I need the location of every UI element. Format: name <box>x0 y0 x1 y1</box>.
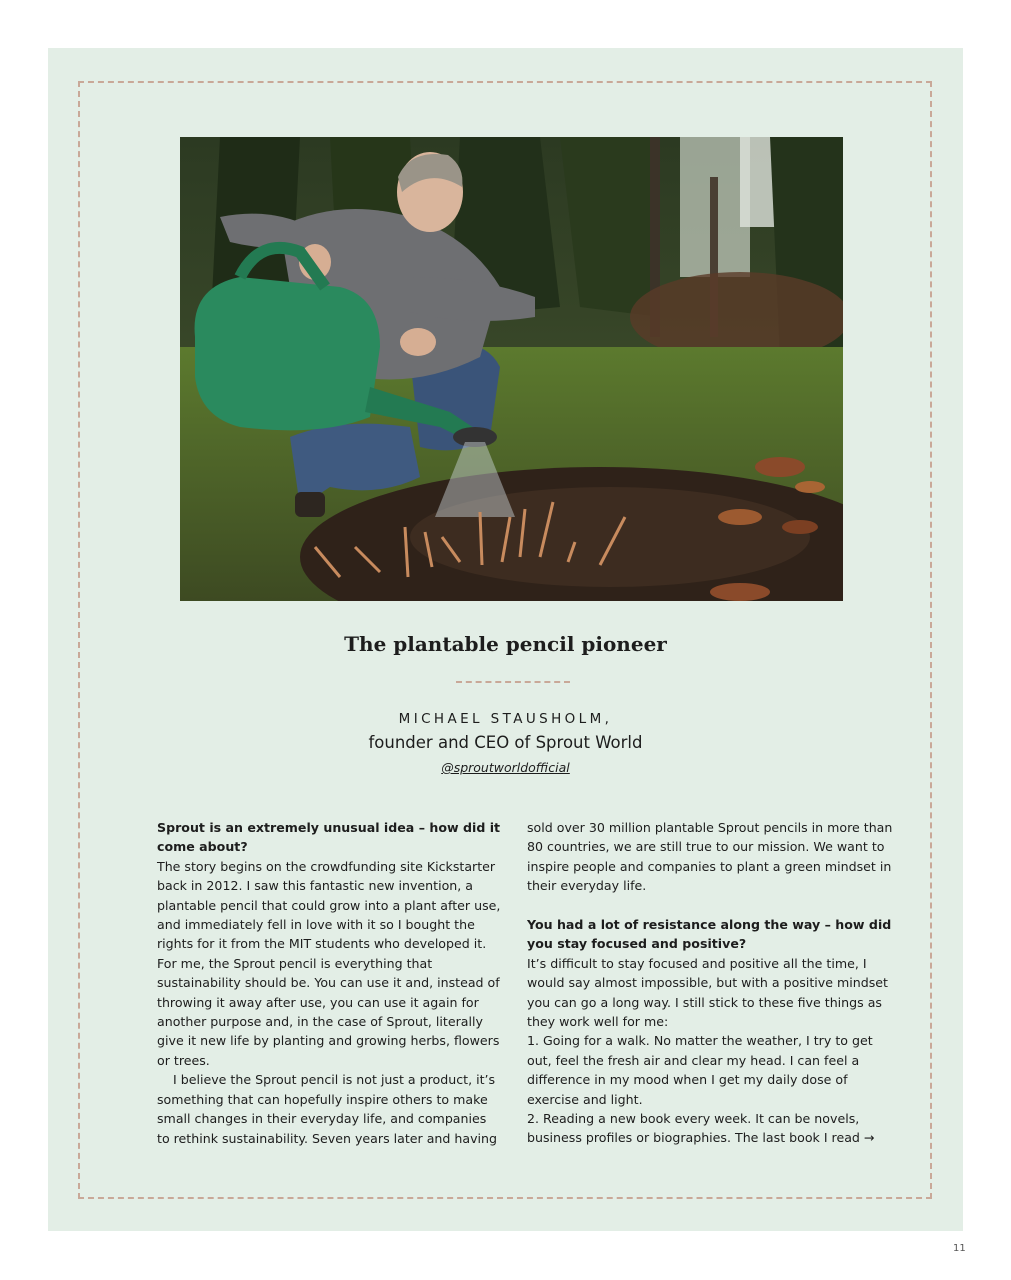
answer-2-item-2: 2. Reading a new book every week. It can be novels, business profiles or biographies. The last book I read → <box>527 1111 875 1146</box>
answer-2-item-1: 1. Going for a walk. No matter the weather, I try to get out, feel the fresh air and clear my head. I can feel a difference in my mood when I get my daily dose of exercise and light. <box>527 1033 873 1107</box>
article-title: The plantable pencil pioneer <box>344 632 667 656</box>
answer-1-paragraph-2: I believe the Sprout pencil is not just a product, it’s something that can hopefully inspire others to make small changes in their everyday life, and companies to rethink sustainability. Seven years later and having <box>157 1072 498 1146</box>
question-2: You had a lot of resistance along the way – how did you stay focused and positive? <box>527 917 892 952</box>
body-column-right <box>527 818 899 1148</box>
answer-1-continued: sold over 30 million plantable Sprout pencils in more than 80 countries, we are still true to our mission. We want to inspire people and companies to plant a green mindset in their everyday life. <box>527 820 893 894</box>
body-column-left <box>157 818 502 1148</box>
answer-1-paragraph-1: The story begins on the crowdfunding site Kickstarter back in 2012. I saw this fantastic new invention, a plantable pencil that could grow into a plant after use, and immediately fell in love with it so I bought the rights for it from the MIT students who developed it. For me, the Sprout pencil is everything that sustainability should be. You can use it and, instead of throwing it away after use, you can use it again for another purpose and, in the case of Sprout, literally give it new life by planting and growing herbs, flowers or trees. <box>157 858 501 1068</box>
byline-name: MICHAEL STAUSHOLM, <box>398 711 613 727</box>
paragraph-gap <box>527 896 899 915</box>
social-handle-link[interactable]: @sproutworldofficial <box>441 760 570 775</box>
byline-role: founder and CEO of Sprout World <box>368 733 643 752</box>
question-1: Sprout is an extremely unusual idea – how did it come about? <box>157 820 501 855</box>
page-number: 11 <box>953 1243 966 1254</box>
answer-2-intro: It’s difficult to stay focused and positive all the time, I would say almost impossible, but with a positive mindset you can go a long way. I still stick to these five things as they work well for me: <box>527 955 888 1030</box>
title-divider <box>456 681 570 683</box>
article-photo <box>180 137 843 601</box>
